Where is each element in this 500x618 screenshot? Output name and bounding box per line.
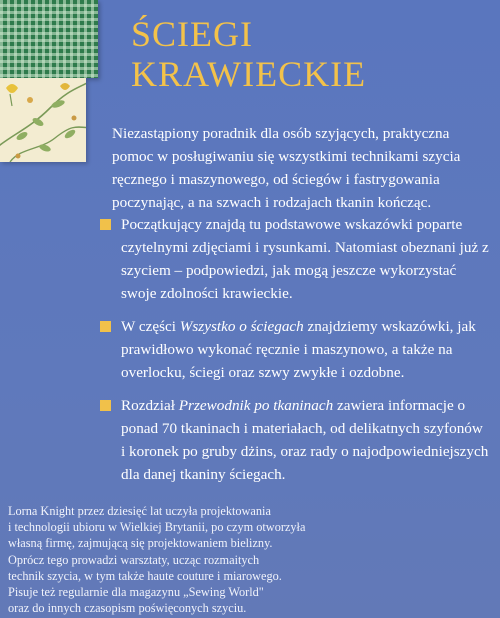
author-bio-line: oraz do innych czasopism poświęconych szyciu. xyxy=(8,601,247,616)
yellow-square-bullet-icon xyxy=(100,321,111,332)
author-bio-line: Lorna Knight przez dziesięć lat uczyła projektowania xyxy=(8,504,271,518)
feature-text-before: W części xyxy=(121,318,180,335)
author-bio-line: Pisuje też regularnie dla magazynu „Sewing World" xyxy=(8,585,264,600)
book-title xyxy=(131,14,366,94)
feature-text-before: Rozdział xyxy=(121,397,179,414)
section-name: Przewodnik po tkaninach xyxy=(178,397,334,414)
yellow-square-bullet-icon xyxy=(100,400,111,411)
author-bio-line: Oprócz tego prowadzi warsztaty, ucząc rozmaitych xyxy=(8,552,260,567)
feature-text-after: zawiera informacje o ponad 70 tkaninach i materiałach, od delikatnych szyfonów i koronek po gruby dżins, oraz rady o najodpowiedniejszych dla danej tkaniny ściegach. xyxy=(121,397,489,483)
green-fabric-swatch-image xyxy=(0,0,98,78)
author-bio xyxy=(8,503,368,616)
author-bio-line: i technologii ubioru w Wielkiej Brytanii, po czym otworzyła xyxy=(8,520,306,535)
author-bio-line: technik szycia, w tym także haute couture i miarowego. xyxy=(8,568,282,583)
feature-list-item xyxy=(99,315,489,384)
book-title-line-2: KRAWIECKIE xyxy=(131,54,367,94)
author-bio-line: własną firmę, zajmującą się projektowaniem bielizny. xyxy=(8,536,273,551)
feature-list-item xyxy=(99,394,489,486)
feature-list xyxy=(99,213,489,496)
yellow-square-bullet-icon xyxy=(100,219,111,230)
intro-paragraph: Niezastąpiony poradnik dla osób szyjących, praktyczna pomoc w posługiwaniu się wszystkimi technikami szycia ręcznego i maszynowego, od ściegów i fastrygowania poczynając, a na szwach i rodzajach tkanin kończąc. xyxy=(112,125,461,211)
feature-list-item xyxy=(99,213,489,305)
floral-fabric-swatch-image xyxy=(0,78,86,162)
feature-text-after: znajdziemy wskazówki, jak prawidłowo wykonać ręcznie i maszynowo, a także na overlocku, ściegi oraz szwy zwykłe i ozdobne. xyxy=(121,318,476,381)
feature-text: Początkujący znajdą tu podstawowe wskazówki poparte czytelnymi zdjęciami i rysunkami. Natomiast obeznani już z szyciem – podpowiedzi, jak mogą jeszcze wykorzystać swoje zdolności krawieckie. xyxy=(121,216,489,302)
book-title-line-1: ŚCIEGI xyxy=(131,14,253,54)
section-name: Wszystko o ściegach xyxy=(179,318,304,335)
